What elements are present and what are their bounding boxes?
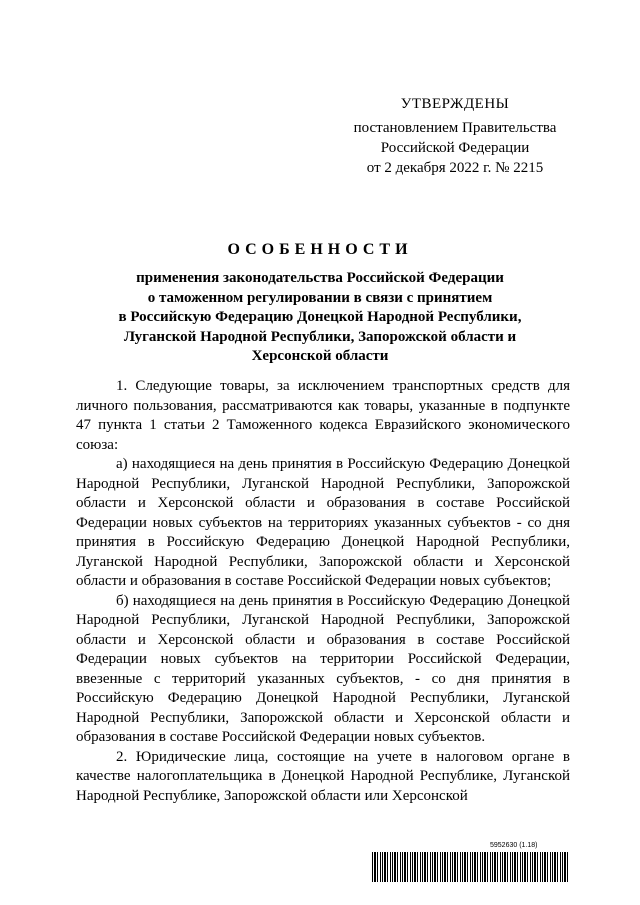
document-body [76,377,570,806]
barcode-number: 5952630 (1.18) [490,842,538,849]
approval-heading: УТВЕРЖДЕНЫ [400,96,510,112]
paragraph-2: 2. Юридические лица, состоящие на учете в налоговом органе в качестве налогоплательщика в Донецкой Народной Республике, Луганской Народной Республике, Запорожской области или Херсонской [76,748,570,804]
subtitle-line: Херсонской области [251,348,389,364]
paragraph-1: 1. Следующие товары, за исключением транспортных средств для личного пользования, рассматриваются как товары, указанные в подпункте 47 пункта 1 статьи 2 Таможенного кодекса Евразийского экономического союза: [76,378,570,453]
subtitle-line: Луганской Народной Республики, Запорожской области и [123,328,517,345]
paragraph-1b: б) находящиеся на день принятия в Российскую Федерацию Донецкой Народной Республики, Луганской Народной Республики, Запорожской области и Херсонской области и образования в составе Российской Федерации новых субъектов на территории Российской Федерации, ввезенные с территорий указанных субъектов, - со дня принятия в Российскую Федерацию Донецкой Народной Республики, Луганской Народной Республики, Запорожской области и Херсонской области и образования в составе Российской Федерации новых субъектов. [76,592,570,745]
document-title: ОСОБЕННОСТИ [227,241,413,258]
subtitle-line: в Российскую Федерацию Донецкой Народной Республики, [118,309,522,325]
subtitle-line: о таможенном регулировании в связи с принятием [147,289,493,306]
subtitle-line: применения законодательства Российской Федерации [136,270,504,286]
document-subtitle [70,269,570,367]
barcode [372,838,572,884]
paragraph-1a: а) находящиеся на день принятия в Российскую Федерацию Донецкой Народной Республики, Луганской Народной Республики, Запорожской области и Херсонской области и образования в составе Российской Федерации новых субъектов на территориях указанных субъектов - со дня принятия в Российскую Федерацию Донецкой Народной Республики, Луганской Народной Республики, Запорожской области и Херсонской области и образования в составе Российской Федерации новых субъектов; [76,456,570,589]
approval-date-number: от 2 декабря 2022 г. № 2215 [366,160,544,176]
approval-line: постановлением Правительства [353,120,557,136]
approval-line: Российской Федерации [380,140,530,156]
barcode-bars [372,852,570,882]
approval-block [340,94,570,178]
